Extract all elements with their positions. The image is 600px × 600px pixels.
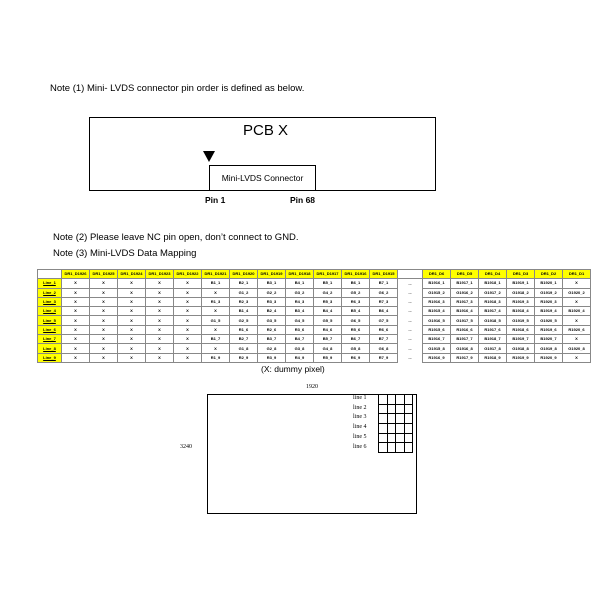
row-line-label: Line_1 bbox=[38, 279, 62, 288]
table-header-cell: DR1_D1920 bbox=[230, 270, 258, 279]
connector-box bbox=[209, 165, 316, 191]
table-cell: G6_8 bbox=[370, 344, 398, 353]
table-cell: X bbox=[118, 344, 146, 353]
panel-height-label: 3240 bbox=[180, 444, 192, 450]
table-cell: X bbox=[174, 297, 202, 306]
table-row bbox=[38, 353, 591, 362]
table-cell: B1920_7 bbox=[535, 335, 563, 344]
table-cell: X bbox=[118, 325, 146, 334]
table-cell: G1919_2 bbox=[535, 288, 563, 297]
table-cell: ... bbox=[398, 316, 423, 325]
table-cell: X bbox=[62, 279, 90, 288]
table-row bbox=[38, 279, 591, 288]
pixel-cell bbox=[404, 414, 413, 424]
row-line-label: Line_2 bbox=[38, 288, 62, 297]
table-cell: ... bbox=[398, 279, 423, 288]
table-row bbox=[38, 325, 591, 334]
table-cell: R4_3 bbox=[286, 297, 314, 306]
table-cell: X bbox=[174, 316, 202, 325]
table-cell: X bbox=[62, 288, 90, 297]
table-cell: R1916_9 bbox=[423, 353, 451, 362]
pixel-cell bbox=[404, 433, 413, 443]
table-cell: G1919_5 bbox=[507, 316, 535, 325]
table-cell: G1916_8 bbox=[451, 344, 479, 353]
table-cell: B2_4 bbox=[258, 307, 286, 316]
table-cell: B4_7 bbox=[286, 335, 314, 344]
table-cell: G1917_2 bbox=[479, 288, 507, 297]
table-cell: B7_7 bbox=[370, 335, 398, 344]
row-line-label: Line_7 bbox=[38, 335, 62, 344]
pixel-cell bbox=[396, 404, 405, 414]
table-cell: G1920_8 bbox=[563, 344, 591, 353]
table-cell: B1918_7 bbox=[479, 335, 507, 344]
table-cell: B3_1 bbox=[258, 279, 286, 288]
table-cell: B5_1 bbox=[314, 279, 342, 288]
table-cell: B3_7 bbox=[258, 335, 286, 344]
panel-line-label: line 4 bbox=[353, 424, 367, 431]
table-cell: X bbox=[146, 325, 174, 334]
table-row bbox=[38, 297, 591, 306]
panel-line-label: line 6 bbox=[353, 443, 367, 450]
table-cell: G1919_8 bbox=[535, 344, 563, 353]
table-cell: R1915_6 bbox=[423, 325, 451, 334]
table-cell: ... bbox=[398, 335, 423, 344]
table-header-cell: DR1_D1917 bbox=[314, 270, 342, 279]
panel-line-label: line 1 bbox=[353, 395, 367, 401]
table-cell: X bbox=[146, 279, 174, 288]
table-cell: B1917_7 bbox=[451, 335, 479, 344]
pixel-cell bbox=[396, 433, 405, 443]
table-header-cell: DR1_D5 bbox=[451, 270, 479, 279]
table-cell: B1916_4 bbox=[451, 307, 479, 316]
pixel-cell bbox=[387, 414, 396, 424]
pixel-cell bbox=[379, 395, 388, 405]
table-cell: X bbox=[563, 279, 591, 288]
table-cell: X bbox=[174, 325, 202, 334]
pcb-label: PCB X bbox=[243, 122, 289, 139]
table-header-cell: DR1_D1925 bbox=[90, 270, 118, 279]
table-cell: R5_6 bbox=[342, 325, 370, 334]
table-cell: R4_9 bbox=[286, 353, 314, 362]
pixel-cell bbox=[379, 443, 388, 453]
table-header-cell: DR1_D2 bbox=[535, 270, 563, 279]
table-cell: X bbox=[90, 288, 118, 297]
table-cell: R1920_9 bbox=[535, 353, 563, 362]
table-cell: R1916_3 bbox=[423, 297, 451, 306]
note-1: Note (1) Mini- LVDS connector pin order is defined as below. bbox=[50, 83, 305, 94]
table-cell: B1917_1 bbox=[451, 279, 479, 288]
table-cell: X bbox=[62, 344, 90, 353]
table-cell: X bbox=[90, 307, 118, 316]
table-cell: B4_1 bbox=[286, 279, 314, 288]
table-cell: G6_2 bbox=[370, 288, 398, 297]
table-cell: B6_7 bbox=[342, 335, 370, 344]
table-header-cell: DR1_D1921 bbox=[202, 270, 230, 279]
table-cell: R1916_6 bbox=[451, 325, 479, 334]
table-cell: X bbox=[62, 353, 90, 362]
row-line-label: Line_6 bbox=[38, 325, 62, 334]
pixel-cell bbox=[396, 443, 405, 453]
pixel-cell bbox=[387, 424, 396, 434]
table-header-cell: DR1_D1923 bbox=[146, 270, 174, 279]
table-cell: G4_2 bbox=[314, 288, 342, 297]
table-cell: G1917_8 bbox=[479, 344, 507, 353]
table-cell: B1916_1 bbox=[423, 279, 451, 288]
table-cell: R1918_3 bbox=[479, 297, 507, 306]
table-header-cell bbox=[38, 270, 62, 279]
table-cell: X bbox=[202, 325, 230, 334]
table-cell: R1919_9 bbox=[507, 353, 535, 362]
pixel-cell bbox=[396, 414, 405, 424]
table-cell: R6_9 bbox=[342, 353, 370, 362]
pixel-grid bbox=[378, 394, 413, 453]
table-cell: B1_7 bbox=[202, 335, 230, 344]
table-cell: B1919_1 bbox=[507, 279, 535, 288]
table-row bbox=[38, 335, 591, 344]
table-cell: B1915_4 bbox=[423, 307, 451, 316]
data-mapping-table bbox=[37, 269, 591, 363]
table-cell: G3_5 bbox=[258, 316, 286, 325]
table-cell: B1918_4 bbox=[507, 307, 535, 316]
row-line-label: Line_4 bbox=[38, 307, 62, 316]
table-cell: G2_8 bbox=[258, 344, 286, 353]
pixel-cell bbox=[396, 424, 405, 434]
table-cell: G1918_5 bbox=[479, 316, 507, 325]
table-cell: B6_4 bbox=[370, 307, 398, 316]
table-cell: X bbox=[118, 335, 146, 344]
table-cell: B3_4 bbox=[286, 307, 314, 316]
table-cell: B1919_7 bbox=[507, 335, 535, 344]
table-cell: B1920_4 bbox=[563, 307, 591, 316]
pixel-cell bbox=[404, 443, 413, 453]
table-cell: X bbox=[90, 325, 118, 334]
table-cell: X bbox=[62, 307, 90, 316]
table-cell: G1920_2 bbox=[563, 288, 591, 297]
table-cell: ... bbox=[398, 307, 423, 316]
table-cell: G1916_2 bbox=[451, 288, 479, 297]
table-cell: X bbox=[90, 297, 118, 306]
table-cell: X bbox=[202, 307, 230, 316]
table-cell: R3_9 bbox=[258, 353, 286, 362]
table-cell: R5_3 bbox=[314, 297, 342, 306]
table-header-cell bbox=[398, 270, 423, 279]
table-cell: R1917_9 bbox=[451, 353, 479, 362]
table-cell: G2_5 bbox=[230, 316, 258, 325]
pin-68-label: Pin 68 bbox=[290, 195, 316, 205]
pixel-cell bbox=[379, 433, 388, 443]
table-cell: G3_2 bbox=[286, 288, 314, 297]
table-cell: X bbox=[146, 307, 174, 316]
table-cell: B2_1 bbox=[230, 279, 258, 288]
table-cell: X bbox=[62, 297, 90, 306]
table-header-cell: DR1_D1919 bbox=[258, 270, 286, 279]
table-cell: R6_3 bbox=[342, 297, 370, 306]
table-cell: R2_3 bbox=[230, 297, 258, 306]
pin-1-label: Pin 1 bbox=[205, 195, 226, 205]
table-cell: X bbox=[118, 316, 146, 325]
table-cell: X bbox=[62, 325, 90, 334]
pixel-cell bbox=[387, 443, 396, 453]
table-cell: X bbox=[118, 279, 146, 288]
pixel-cell bbox=[404, 395, 413, 405]
table-cell: G5_5 bbox=[314, 316, 342, 325]
table-cell: B6_1 bbox=[342, 279, 370, 288]
panel-width-label: 1920 bbox=[306, 384, 318, 390]
table-cell: G1918_2 bbox=[507, 288, 535, 297]
table-cell: X bbox=[62, 316, 90, 325]
table-cell: X bbox=[62, 335, 90, 344]
note-3: Note (3) Mini-LVDS Data Mapping bbox=[53, 248, 197, 259]
table-cell: G3_8 bbox=[286, 344, 314, 353]
table-cell: R3_3 bbox=[258, 297, 286, 306]
table-cell: ... bbox=[398, 297, 423, 306]
table-cell: R1_9 bbox=[202, 353, 230, 362]
table-cell: B1920_1 bbox=[535, 279, 563, 288]
table-header-row bbox=[38, 270, 591, 279]
table-row bbox=[38, 288, 591, 297]
table-cell: B4_4 bbox=[314, 307, 342, 316]
table-cell: X bbox=[118, 297, 146, 306]
table-cell: B1918_1 bbox=[479, 279, 507, 288]
table-cell: B1_1 bbox=[202, 279, 230, 288]
row-line-label: Line_9 bbox=[38, 353, 62, 362]
table-cell: G1_8 bbox=[230, 344, 258, 353]
table-header-cell: DR1_D1 bbox=[563, 270, 591, 279]
table-cell: G4_8 bbox=[314, 344, 342, 353]
table-cell: X bbox=[174, 279, 202, 288]
pixel-cell bbox=[379, 404, 388, 414]
table-cell: R1918_6 bbox=[507, 325, 535, 334]
table-cell: G1916_5 bbox=[423, 316, 451, 325]
table-cell: X bbox=[174, 344, 202, 353]
table-row bbox=[38, 307, 591, 316]
pixel-cell bbox=[387, 433, 396, 443]
table-cell: ... bbox=[398, 353, 423, 362]
table-cell: X bbox=[118, 307, 146, 316]
table-cell: X bbox=[146, 344, 174, 353]
table-cell: G1917_5 bbox=[451, 316, 479, 325]
pixel-cell bbox=[387, 404, 396, 414]
table-cell: B5_7 bbox=[314, 335, 342, 344]
table-cell: G6_5 bbox=[342, 316, 370, 325]
dummy-pixel-note: (X: dummy pixel) bbox=[261, 364, 325, 374]
row-line-label: Line_3 bbox=[38, 297, 62, 306]
table-cell: R4_6 bbox=[314, 325, 342, 334]
table-cell: X bbox=[202, 288, 230, 297]
table-cell: R1_3 bbox=[202, 297, 230, 306]
table-cell: B7_1 bbox=[370, 279, 398, 288]
table-cell: X bbox=[563, 335, 591, 344]
table-cell: X bbox=[202, 344, 230, 353]
table-header-cell: DR1_D1918 bbox=[286, 270, 314, 279]
table-cell: R2_6 bbox=[258, 325, 286, 334]
table-cell: G4_5 bbox=[286, 316, 314, 325]
table-cell: R1918_9 bbox=[479, 353, 507, 362]
table-header-cell: DR1_D3 bbox=[507, 270, 535, 279]
table-cell: ... bbox=[398, 288, 423, 297]
table-cell: X bbox=[174, 353, 202, 362]
table-cell: G2_2 bbox=[258, 288, 286, 297]
table-cell: R1920_3 bbox=[535, 297, 563, 306]
table-cell: G7_5 bbox=[370, 316, 398, 325]
table-cell: R3_6 bbox=[286, 325, 314, 334]
table-cell: X bbox=[90, 344, 118, 353]
table-header-cell: DR1_D1916 bbox=[342, 270, 370, 279]
table-header-cell: DR1_D1926 bbox=[62, 270, 90, 279]
table-cell: B1_4 bbox=[230, 307, 258, 316]
table-row bbox=[38, 316, 591, 325]
row-line-label: Line_8 bbox=[38, 344, 62, 353]
table-cell: X bbox=[146, 316, 174, 325]
table-cell: X bbox=[90, 316, 118, 325]
table-cell: X bbox=[174, 335, 202, 344]
table-cell: G1918_8 bbox=[507, 344, 535, 353]
table-cell: R1919_6 bbox=[535, 325, 563, 334]
table-cell: G1_2 bbox=[230, 288, 258, 297]
table-cell: G1_5 bbox=[202, 316, 230, 325]
table-header-cell: DR1_D1915 bbox=[370, 270, 398, 279]
table-cell: G1915_2 bbox=[423, 288, 451, 297]
table-cell: R7_3 bbox=[370, 297, 398, 306]
table-cell: R1917_3 bbox=[451, 297, 479, 306]
table-cell: B1916_7 bbox=[423, 335, 451, 344]
table-row bbox=[38, 344, 591, 353]
table-cell: X bbox=[90, 353, 118, 362]
table-cell: X bbox=[563, 353, 591, 362]
table-cell: X bbox=[563, 316, 591, 325]
table-cell: ... bbox=[398, 325, 423, 334]
table-cell: B2_7 bbox=[230, 335, 258, 344]
pixel-cell bbox=[379, 414, 388, 424]
panel-line-label: line 3 bbox=[353, 414, 367, 421]
table-cell: X bbox=[146, 297, 174, 306]
table-cell: X bbox=[90, 279, 118, 288]
table-cell: R1_6 bbox=[230, 325, 258, 334]
row-line-label: Line_5 bbox=[38, 316, 62, 325]
table-cell: R5_9 bbox=[314, 353, 342, 362]
table-cell: X bbox=[563, 297, 591, 306]
pin1-marker-icon bbox=[203, 151, 215, 162]
table-header-cell: DR1_D6 bbox=[423, 270, 451, 279]
table-cell: X bbox=[146, 335, 174, 344]
table-cell: X bbox=[118, 288, 146, 297]
table-cell: X bbox=[146, 353, 174, 362]
table-cell: R1919_3 bbox=[507, 297, 535, 306]
table-cell: R2_9 bbox=[230, 353, 258, 362]
table-cell: B1919_4 bbox=[535, 307, 563, 316]
table-cell: R1920_6 bbox=[563, 325, 591, 334]
table-cell: X bbox=[118, 353, 146, 362]
panel-line-label: line 5 bbox=[353, 433, 367, 440]
table-cell: X bbox=[146, 288, 174, 297]
table-cell: G1920_5 bbox=[535, 316, 563, 325]
note-2: Note (2) Please leave NC pin open, don’t connect to GND. bbox=[53, 232, 299, 243]
table-cell: B1917_4 bbox=[479, 307, 507, 316]
table-header-cell: DR1_D1922 bbox=[174, 270, 202, 279]
table-cell: G5_8 bbox=[342, 344, 370, 353]
pixel-cell bbox=[404, 404, 413, 414]
pixel-cell bbox=[404, 424, 413, 434]
table-header-cell: DR1_D1924 bbox=[118, 270, 146, 279]
pixel-cell bbox=[396, 395, 405, 405]
table-cell: G1915_8 bbox=[423, 344, 451, 353]
panel-line-label: line 2 bbox=[353, 404, 367, 411]
table-cell: X bbox=[90, 335, 118, 344]
table-cell: R7_9 bbox=[370, 353, 398, 362]
table-cell: X bbox=[174, 288, 202, 297]
table-cell: R1917_6 bbox=[479, 325, 507, 334]
table-cell: B5_4 bbox=[342, 307, 370, 316]
connector-label: Mini-LVDS Connector bbox=[221, 173, 304, 183]
table-cell: R6_6 bbox=[370, 325, 398, 334]
table-cell: X bbox=[174, 307, 202, 316]
pixel-cell bbox=[387, 395, 396, 405]
table-cell: G5_2 bbox=[342, 288, 370, 297]
table-cell: ... bbox=[398, 344, 423, 353]
pixel-cell bbox=[379, 424, 388, 434]
table-header-cell: DR1_D4 bbox=[479, 270, 507, 279]
